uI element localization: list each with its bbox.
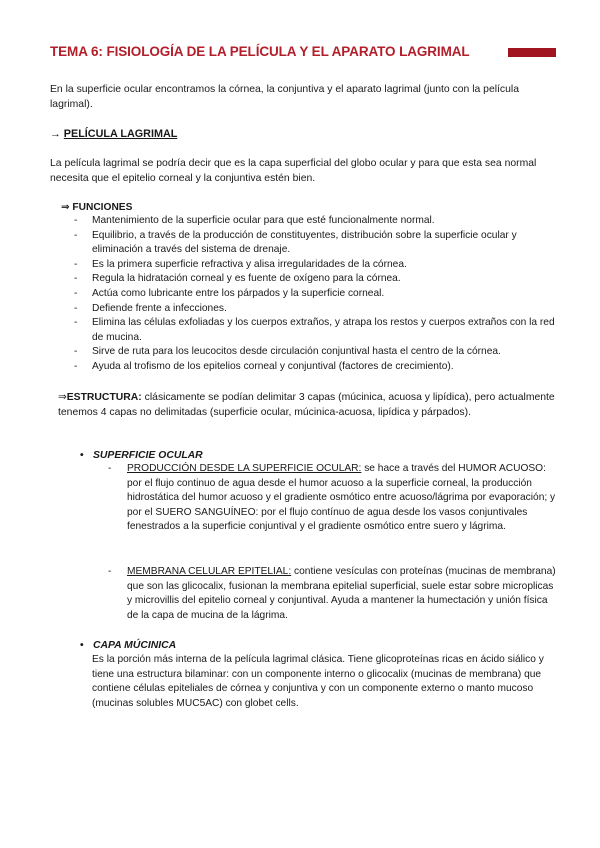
dash-bullet: - [74,215,78,226]
list-item-text: Regula la hidratación corneal y es fuente de oxígeno para la córnea. [92,273,401,285]
bullet-icon: • [80,640,84,651]
list-item [72,287,562,302]
dash-bullet: - [74,273,78,285]
list-item-text: Mantenimiento de la superficie ocular para que esté funcionalmente normal. [92,215,435,226]
list-item [72,214,562,229]
dash-bullet: - [74,302,78,314]
implies-arrow-icon: ⇒ [58,392,67,403]
list-item-text: Ayuda al trofismo de los epitelios corneal y conjuntival (factores de crecimiento). [92,360,454,372]
tear-film-paragraph: La película lagrimal se podría decir que es la capa superficial del globo ocular y para que esta sea normal necesita que el epitelio corneal y la conjuntiva estén bien. [50,158,537,184]
dash-bullet: - [74,346,78,358]
list-item-text: Actúa como lubricante entre los párpados y la superficie corneal. [92,287,385,299]
structure-paragraph [58,390,563,420]
intro-paragraph: En la superficie ocular encontramos la córnea, la conjuntiva y el aparato lagrimal (junto con la película lagrimal). [50,84,519,110]
dash-bullet: - [74,287,78,299]
right-arrow-icon: → [50,128,61,140]
item-label: PRODUCCIÓN DESDE LA SUPERFICIE OCULAR: [127,463,362,474]
dash-bullet: - [74,258,78,270]
list-item [72,229,562,258]
functions-list [72,214,562,375]
functions-heading [61,200,132,215]
dash-bullet: - [74,229,78,241]
list-item-text: Sirve de ruta para los leucocitos desde circulación conjuntival hasta el centro de la córnea. [92,346,501,358]
functions-heading-label: FUNCIONES [72,202,133,213]
implies-arrow-icon: ⇒ [61,202,70,213]
list-item [72,345,562,360]
list-item [72,360,562,375]
dash-bullet: - [108,566,112,577]
dash-bullet: - [74,360,78,372]
bullet-icon: • [80,450,84,461]
list-item-text: Defiende frente a infecciones. [92,302,227,314]
ocular-surface-heading-label: SUPERFICIE OCULAR [93,450,203,461]
list-item [72,272,562,287]
item-text: contiene vesículas con proteínas (mucinas de membrana) que son las glicocalix, fusionan la membrana epitelial superficial, suele estar sobre microplicas y microvillis del epitelio corneal y conjuntival. Ayuda a mantener la humectación y unión física de la capa de mucina de la lágrima. [127,566,556,621]
list-item [72,316,562,345]
page-title: TEMA 6: FISIOLOGÍA DE LA PELÍCULA Y EL APARATO LAGRIMAL [50,44,470,59]
list-item-text: Es la primera superficie refractiva y alisa irregularidades de la córnea. [92,258,407,270]
mucin-layer-heading [78,638,176,653]
section-heading [50,127,177,142]
structure-text: clásicamente se podían delimitar 3 capas (múcinica, acuosa y lipídica), pero actualmente tenemos 4 capas no delimitadas (superficie ocular, múcinica-acuosa, lipídica y párpados). [58,392,555,418]
dash-bullet: - [108,463,112,474]
list-item [72,302,562,317]
list-item-text: Elimina las células exfoliadas y los cuerpos extraños, y atrapa los restos y cuerpos extraños con la red de mucina. [92,317,555,343]
title-row [50,44,560,64]
ocular-surface-item [110,565,560,623]
mucin-layer-paragraph: Es la porción más interna de la película lagrimal clásica. Tiene glicoproteínas ricas en ácido siálico y tiene una estructura bilaminar: con un componente interno o glicocalix (mucinas de membrana) que contiene células epiteliales de córnea y conjuntiva y con un componente externo o manto mucoso (mucinas solubles MUC5AC) con globet cells. [92,654,544,709]
section-title: PELÍCULA LAGRIMAL [63,128,178,140]
title-accent-bar [508,48,556,57]
list-item-text: Equilibrio, a través de la producción de constituyentes, distribución sobre la superficie ocular y eliminación a través del sistema de drenaje. [92,229,517,256]
ocular-surface-heading [78,448,203,463]
mucin-layer-heading-label: CAPA MÚCINICA [93,640,177,651]
list-item [72,258,562,273]
item-text: se hace a través del HUMOR ACUOSO: por el flujo continuo de agua desde el humor acuoso a la superficie corneal, la producción hidrostática del humor acuoso y el gradiente osmótico entre acuoso/lágrima por evaporación; y por el SUERO SANGUÍNEO: por el flujo contínuo de agua desde los vasos conjuntivales fenestrados a la superficie conjuntival y el gradiente osmótico entre suero y lágrima. [127,463,556,533]
structure-heading: ESTRUCTURA: [66,392,142,403]
ocular-surface-item [110,462,560,535]
dash-bullet: - [74,317,78,329]
item-label: MEMBRANA CELULAR EPITELIAL: [127,566,292,577]
